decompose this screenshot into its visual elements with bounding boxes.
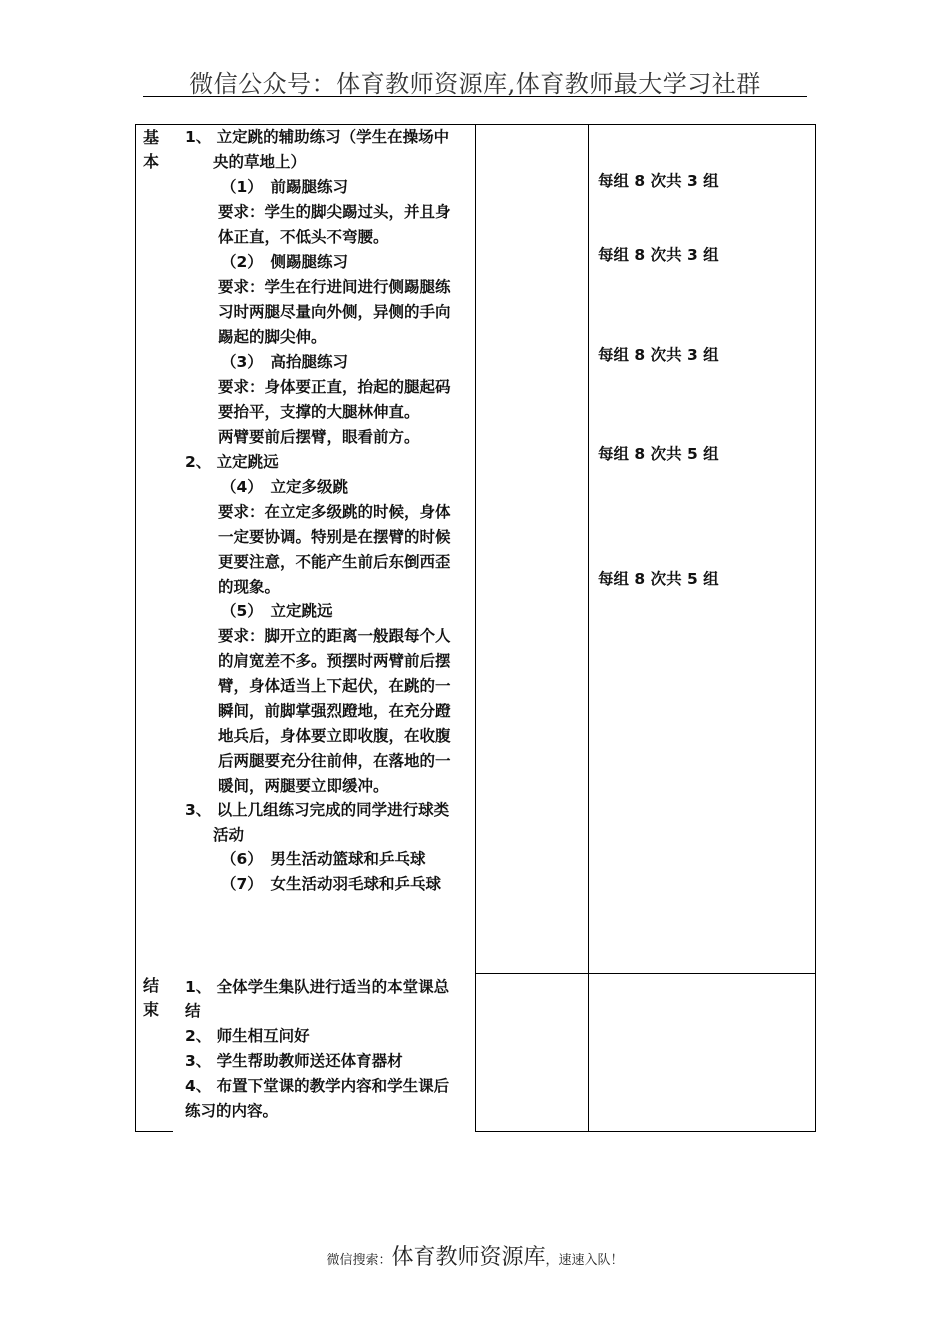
content-line: （3） 高抬腿练习	[221, 353, 349, 371]
content-line: 要求：脚开立的距离一般跟每个人	[218, 627, 451, 645]
reps-label: 每组 8 次共 3 组	[598, 172, 719, 190]
content-line: 臂，身体适当上下起伏，在跳的一	[218, 677, 451, 695]
content-line: 暖间，两腿要立即缓冲。	[218, 777, 389, 795]
footer-prefix: 微信搜索：	[326, 1253, 392, 1268]
table-bottom-border-right	[475, 1131, 816, 1132]
section-label-end	[143, 974, 163, 1022]
content-line: 要求：在立定多级跳的时候，身体	[218, 503, 451, 521]
content-line: （5） 立定跳远	[221, 602, 333, 620]
table-divider-time	[588, 124, 589, 1132]
content-line: 要求：身体要正直，抬起的腿起码	[218, 378, 451, 396]
content-line: 1、 全体学生集队进行适当的本堂课总	[185, 978, 450, 996]
content-line: 要求：学生的脚尖踢过头，并且身	[218, 203, 451, 221]
content-line: 地兵后，身体要立即收腹，在收腹	[218, 727, 451, 745]
content-line: 两臂要前后摆臂，眼看前方。	[218, 428, 420, 446]
content-line: 要抬平，支撑的大腿林伸直。	[218, 403, 420, 421]
reps-label: 每组 8 次共 5 组	[598, 570, 719, 588]
content-line: 3、 学生帮助教师送还体育器材	[185, 1052, 403, 1070]
section-label-basic-char1: 基	[143, 128, 160, 147]
table-divider-content	[475, 124, 476, 1132]
content-line: 一定要协调。特别是在摆臂的时候	[218, 528, 451, 546]
content-line: 踢起的脚尖伸。	[218, 328, 327, 346]
content-line: （7） 女生活动羽毛球和乒乓球	[221, 875, 442, 893]
content-line: （1） 前踢腿练习	[221, 178, 349, 196]
content-line: 4、 布置下堂课的教学内容和学生课后	[185, 1077, 450, 1095]
section-label-end-char2: 束	[143, 1000, 160, 1019]
content-line: 结	[185, 1002, 201, 1020]
footer-name: 体育教师资源库	[391, 1245, 546, 1270]
section-label-basic	[143, 126, 163, 174]
content-line: 更要注意，不能产生前后东倒西歪	[218, 553, 451, 571]
page-header-title: 微信公众号：体育教师资源库,体育教师最大学习社群	[189, 70, 761, 98]
content-line: 习时两腿尽量向外侧，异侧的手向	[218, 303, 451, 321]
content-line: 的肩宽差不多。预摆时两臂前后摆	[218, 652, 451, 670]
header-divider	[143, 96, 807, 97]
reps-label: 每组 8 次共 5 组	[598, 445, 719, 463]
content-line: 央的草地上）	[213, 153, 307, 171]
footer-suffix: ，速速入队！	[545, 1253, 624, 1268]
section-label-end-char1: 结	[143, 976, 160, 995]
section-label-basic-char2: 本	[143, 152, 160, 171]
content-line: 3、 以上几组练习完成的同学进行球类	[185, 801, 450, 819]
reps-label: 每组 8 次共 3 组	[598, 246, 719, 264]
content-line: 的现象。	[218, 578, 281, 596]
content-line: （2） 侧踢腿练习	[221, 253, 349, 271]
content-line: 后两腿要充分往前伸，在落地的一	[218, 752, 451, 770]
reps-label: 每组 8 次共 3 组	[598, 346, 719, 364]
table-row-divider	[475, 973, 816, 974]
content-line: 体正直，不低头不弯腰。	[218, 228, 389, 246]
content-line: 要求：学生在行进间进行侧踢腿练	[218, 278, 451, 296]
content-line: 1、 立定跳的辅助练习（学生在操场中	[185, 128, 450, 146]
table-right-border	[815, 124, 816, 1132]
content-line: 练习的内容。	[185, 1102, 279, 1120]
table-bottom-border-left	[135, 1131, 173, 1132]
content-line: 活动	[213, 826, 245, 844]
page-footer	[0, 1240, 950, 1271]
content-line: 2、 立定跳远	[185, 453, 279, 471]
content-line: （6） 男生活动篮球和乒乓球	[221, 850, 426, 868]
content-line: （4） 立定多级跳	[221, 478, 349, 496]
content-line: 2、 师生相互问好	[185, 1027, 310, 1045]
table-left-border	[135, 124, 136, 1132]
content-line: 瞬间，前脚掌强烈蹬地，在充分蹬	[218, 702, 451, 720]
